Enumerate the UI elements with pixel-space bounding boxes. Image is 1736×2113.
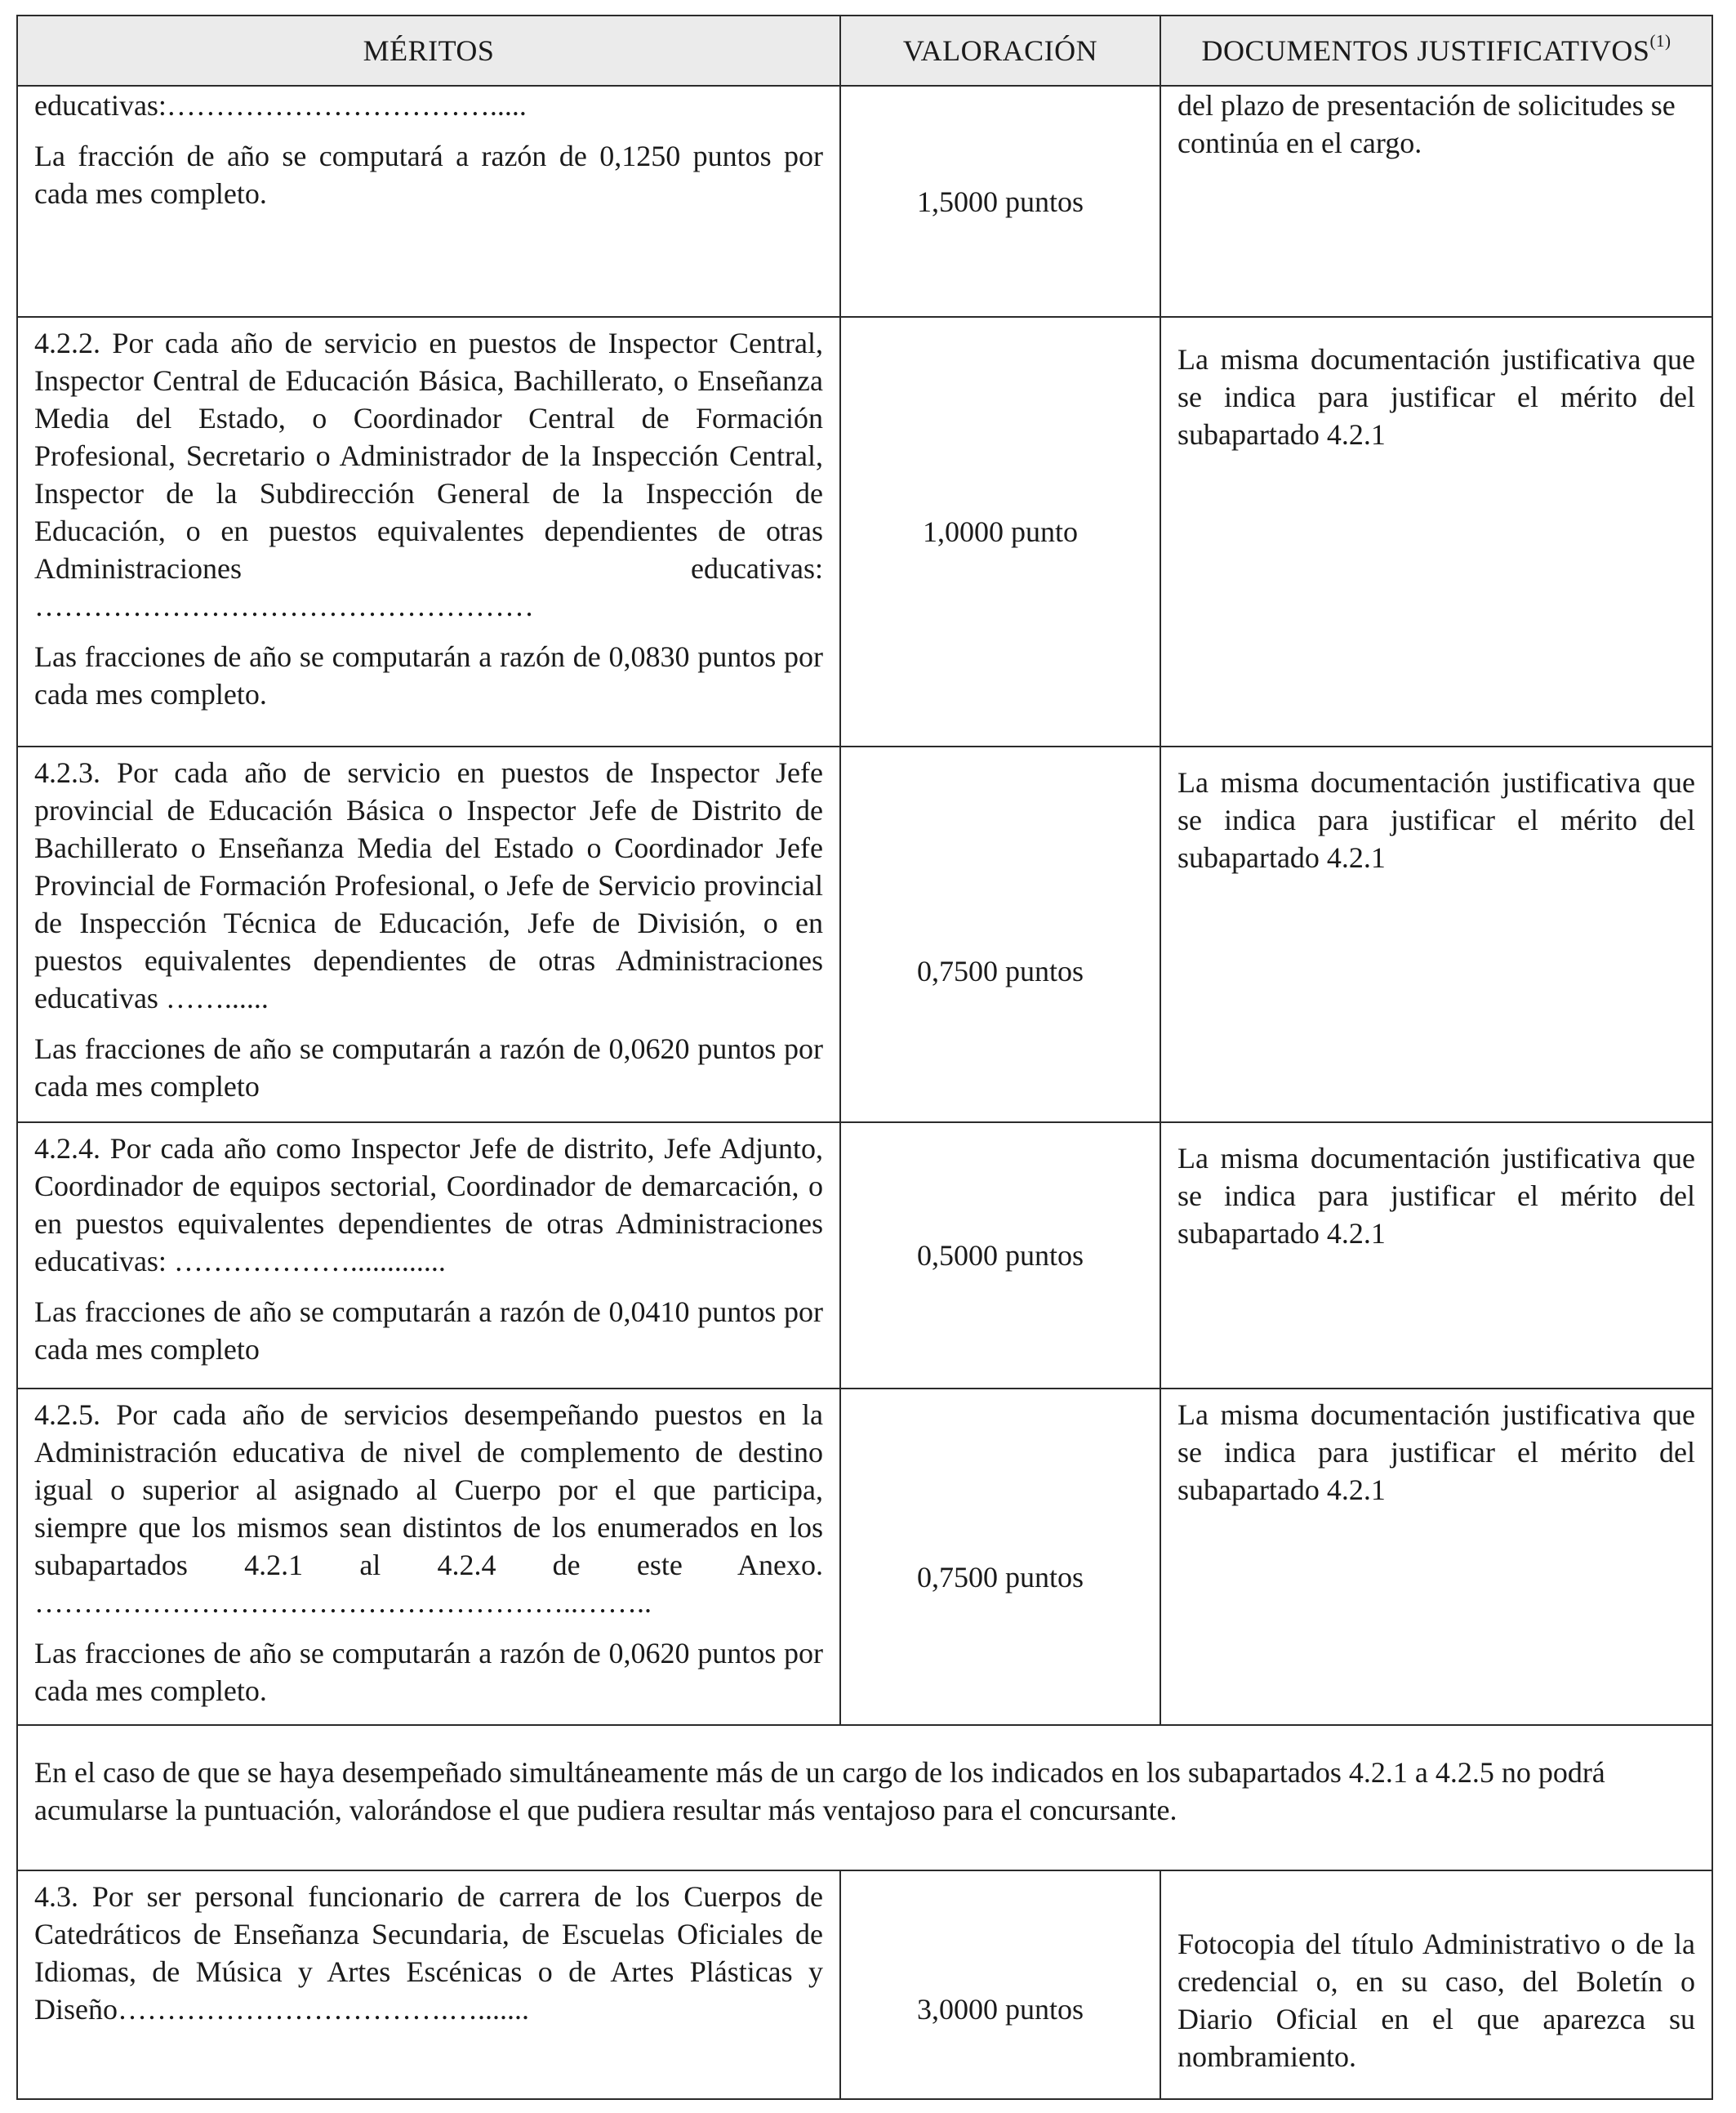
table-row [17, 86, 1712, 317]
docs-cell: La misma documentación justificativa que se indica para justificar el mérito del subapartado 4.2.1 [1160, 747, 1712, 1122]
value-cell: 1,5000 puntos [840, 86, 1160, 317]
table-header-row [17, 16, 1712, 86]
fraction-text: Las fracciones de año se computarán a razón de 0,0620 puntos por cada mes completo. [34, 1637, 823, 1707]
table-row [17, 1122, 1712, 1389]
value-cell: 0,7500 puntos [840, 1389, 1160, 1725]
fraction-text: Las fracciones de año se computarán a razón de 0,0830 puntos por cada mes completo. [34, 640, 823, 711]
note-cell: En el caso de que se haya desempeñado simultáneamente más de un cargo de los indicados en los subapartados 4.2.1 a 4.2.5 no podrá acumularse la puntuación, valorándose el que pudiera resultar más ventajoso para el concursante. [17, 1725, 1712, 1870]
fraction-text: Las fracciones de año se computarán a razón de 0,0410 puntos por cada mes completo [34, 1295, 823, 1366]
table-row [17, 317, 1712, 747]
merit-cell [17, 1389, 840, 1725]
header-valoracion: VALORACIÓN [840, 16, 1160, 86]
merit-cell [17, 86, 840, 317]
table-row [17, 1870, 1712, 2099]
merit-cell [17, 747, 840, 1122]
table-row [17, 1389, 1712, 1725]
merit-cell [17, 1122, 840, 1389]
docs-cell: del plazo de presentación de solicitudes se continúa en el cargo. [1160, 86, 1712, 317]
value-cell: 1,0000 punto [840, 317, 1160, 747]
merit-text: 4.2.4. Por cada año como Inspector Jefe de distrito, Jefe Adjunto, Coordinador de equipos sectorial, Coordinador de demarcación, o en puestos equivalentes dependientes de otras Administraciones educativas: ………………............. [34, 1132, 823, 1277]
docs-cell: La misma documentación justificativa que se indica para justificar el mérito del subapartado 4.2.1 [1160, 1389, 1712, 1725]
merit-cell [17, 317, 840, 747]
header-documentos: DOCUMENTOS JUSTIFICATIVOS$^{(1)}$ [1160, 16, 1712, 86]
merit-text: 4.2.5. Por cada año de servicios desempeñando puestos en la Administración educativa de nivel de complemento de destino igual o superior al asignado al Cuerpo por el que participa, siempre que los mismos sean distintos de los enumerados en los subapartados 4.2.1 al 4.2.4 de este Anexo. ………………………………………………..…….. [34, 1398, 823, 1619]
header-meritos: MÉRITOS [17, 16, 840, 86]
value-cell: 0,7500 puntos [840, 747, 1160, 1122]
docs-cell: La misma documentación justificativa que se indica para justificar el mérito del subapartado 4.2.1 [1160, 317, 1712, 747]
footnote-marker: (1) [1649, 31, 1671, 51]
merit-text: educativas:……………………………..... [34, 89, 527, 122]
merit-cell [17, 1870, 840, 2099]
note-row [17, 1725, 1712, 1870]
merit-text: 4.2.2. Por cada año de servicio en puestos de Inspector Central, Inspector Central de Educación Básica, Bachillerato, o Enseñanza Media del Estado, o Coordinador Central de Formación Profesional, Secretario o Administrador de la Inspección Central, Inspector de la Subdirección General de la Inspección de Educación, o en puestos equivalentes dependientes de otras Administraciones educativas: …………………………………………… [34, 327, 823, 622]
value-cell: 3,0000 puntos [840, 1870, 1160, 2099]
merits-table [16, 15, 1713, 2100]
fraction-text: La fracción de año se computará a razón de 0,1250 puntos por cada mes completo. [34, 140, 823, 210]
merit-text: 4.3. Por ser personal funcionario de carrera de los Cuerpos de Catedráticos de Enseñanza Secundaria, de Escuelas Oficiales de Idiomas, de Música y Artes Escénicas o de Artes Plásticas y Diseño…………………………….…....... [34, 1880, 823, 2026]
table-row [17, 747, 1712, 1122]
value-cell: 0,5000 puntos [840, 1122, 1160, 1389]
fraction-text: Las fracciones de año se computarán a razón de 0,0620 puntos por cada mes completo [34, 1032, 823, 1103]
merit-text: 4.2.3. Por cada año de servicio en puestos de Inspector Jefe provincial de Educación Básica o Inspector Jefe de Distrito de Bachillerato o Enseñanza Media del Estado o Coordinador Jefe Provincial de Formación Profesional, o Jefe de Servicio provincial de Inspección Técnica de Educación, Jefe de División, o en puestos equivalentes dependientes de otras Administraciones educativas ……...... [34, 756, 823, 1014]
docs-cell: Fotocopia del título Administrativo o de la credencial o, en su caso, del Boletín o Diario Oficial en el que aparezca su nombramiento. [1160, 1870, 1712, 2099]
docs-cell: La misma documentación justificativa que se indica para justificar el mérito del subapartado 4.2.1 [1160, 1122, 1712, 1389]
